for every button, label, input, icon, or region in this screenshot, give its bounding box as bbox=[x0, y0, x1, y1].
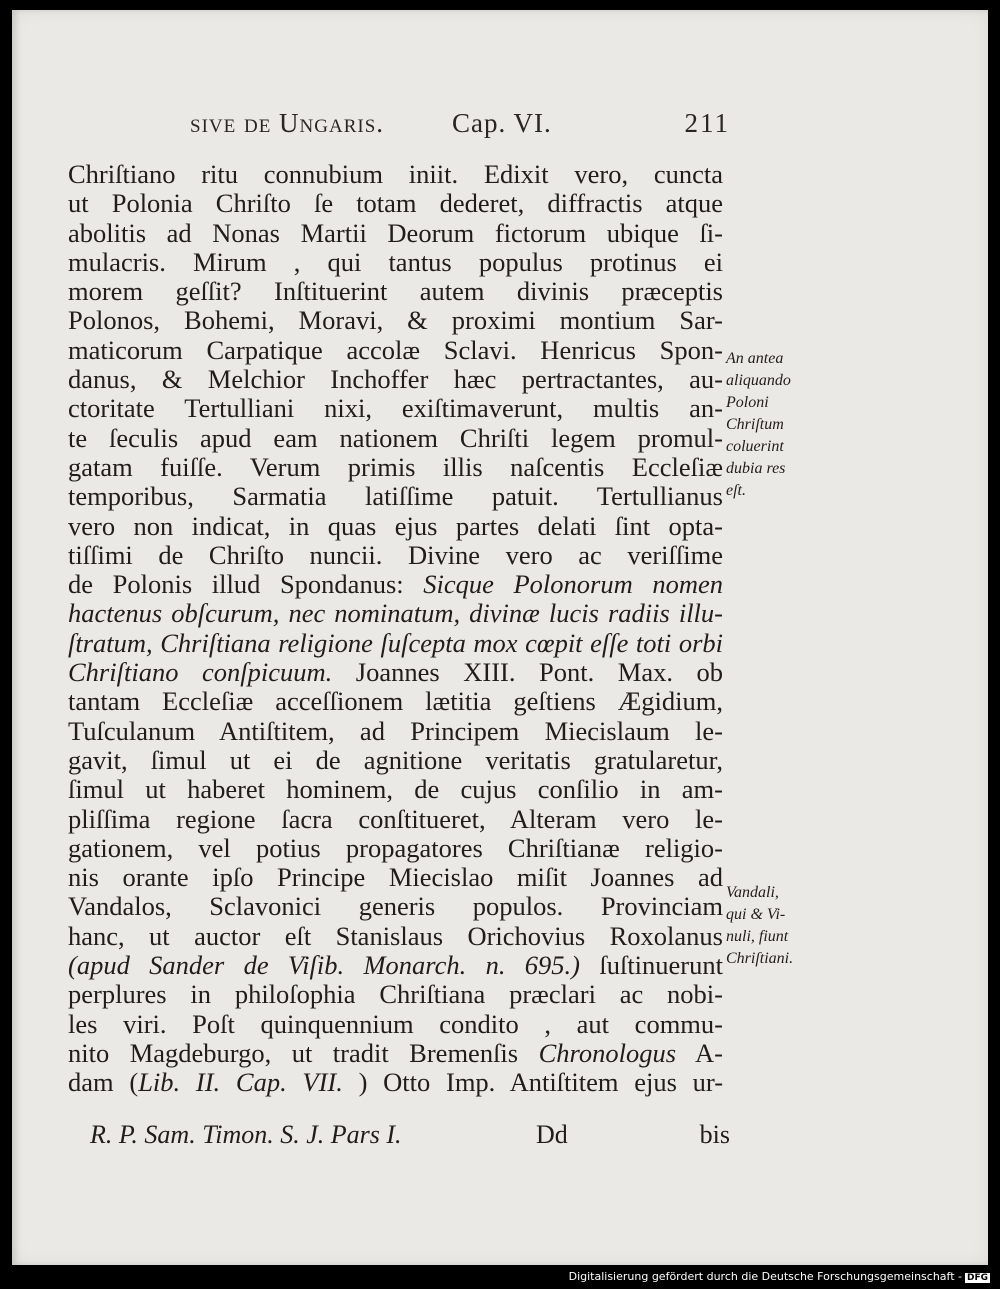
text-span: dam ( bbox=[68, 1067, 139, 1098]
margin-line: Chriſtiani. bbox=[726, 950, 794, 967]
margin-note-1 bbox=[726, 348, 791, 502]
text-line: ut Polonia Chriſto ſe totam dederet, diffractis atque bbox=[68, 188, 723, 219]
page-number: 211 bbox=[684, 108, 730, 138]
running-header bbox=[190, 108, 730, 148]
text-line: mulacris. Mirum , qui tantus populus protinus ei bbox=[68, 246, 723, 277]
after-citation: ſuſtinuerunt bbox=[599, 950, 723, 981]
main-text bbox=[68, 160, 723, 1098]
quote-start: Sicque Polonorum nomen bbox=[423, 569, 723, 600]
quote-line: ſtratum, Chriſtiana religione ſuſcepta mox cœpit eſſe toti orbi bbox=[68, 627, 723, 658]
text-line: gatam fuiſſe. Verum primis illis naſcentis Eccleſiæ bbox=[68, 451, 723, 482]
text-line: hanc, ut auctor eſt Stanislaus Orichovius Roxolanus bbox=[68, 920, 723, 951]
margin-line: eſt. bbox=[726, 482, 746, 499]
text-span: ) Otto Imp. Antiſtitem ejus ur- bbox=[358, 1067, 724, 1098]
margin-note-2 bbox=[726, 882, 793, 970]
text-line: temporibus, Sarmatia latiſſime patuit. Tertullianus bbox=[68, 481, 723, 512]
text-line: Tuſculanum Antiſtitem, ad Principem Miecislaum le- bbox=[68, 715, 723, 746]
text-line-quote-end bbox=[68, 658, 723, 687]
text-span: nito Magdeburgo, ut tradit Bremenſis bbox=[68, 1037, 519, 1068]
line-end: A- bbox=[695, 1037, 723, 1068]
text-line: abolitis ad Nonas Martii Deorum fictorum ubique ſi- bbox=[68, 217, 723, 248]
margin-line: dubia res bbox=[726, 460, 786, 477]
margin-line: nuli, fiunt bbox=[726, 928, 789, 945]
text-line-reference bbox=[68, 1068, 723, 1097]
text-line-with-quote bbox=[68, 570, 723, 599]
text-line: Chriſtiano ritu connubium iniit. Edixit vero, cuncta bbox=[68, 159, 723, 189]
quote-end: Chriſtiano conſpicuum. bbox=[68, 657, 333, 688]
digitization-credit bbox=[569, 1270, 990, 1283]
book-page bbox=[12, 10, 988, 1265]
margin-line: qui & Vi- bbox=[726, 906, 786, 923]
text-line: te ſeculis apud eam nationem Chriſti legem promul- bbox=[68, 422, 723, 453]
text-line: perplures in philoſophia Chriſtiana præclari ac nobi- bbox=[68, 979, 723, 1010]
text-line: danus, & Melchior Inchoffer hæc pertractantes, au- bbox=[68, 364, 723, 395]
margin-line: Vandali, bbox=[726, 884, 779, 901]
text-line: morem geſſit? Inſtituerint autem divinis præceptis bbox=[68, 276, 723, 307]
page-footer bbox=[90, 1120, 730, 1156]
text-line: vero non indicat, in quas ejus partes delati ſint opta- bbox=[68, 510, 723, 541]
citation: (apud Sander de Viſib. Monarch. n. 695.) bbox=[68, 950, 580, 981]
text-line: maticorum Carpatique accolæ Sclavi. Henricus Spon- bbox=[68, 334, 723, 365]
text-line: Polonos, Bohemi, Moravi, & proximi montium Sar- bbox=[68, 305, 723, 336]
chronologus: Chronologus bbox=[538, 1037, 677, 1068]
dfg-logo: DFG bbox=[966, 1273, 988, 1283]
text-line: pliſſima regione ſacra conſtitueret, Alteram vero le- bbox=[68, 803, 723, 834]
book-reference: Lib. II. Cap. VII. bbox=[138, 1067, 343, 1098]
text-line: nis orante ipſo Principe Miecislao miſit Joannes ad bbox=[68, 862, 723, 893]
quote-line: hactenus obſcurum, nec nominatum, divinæ lucis radiis illu- bbox=[68, 598, 723, 629]
text-line: ctoritate Tertulliani nixi, exiſtimaverunt, multis an- bbox=[68, 393, 723, 424]
sheet-mark: Dd bbox=[536, 1120, 568, 1149]
text-line: Vandalos, Sclavonici generis populos. Provinciam bbox=[68, 891, 723, 922]
text-line-chronologus bbox=[68, 1039, 723, 1068]
credit-text: Digitalisierung gefördert durch die Deutsche Forschungsgemeinschaft - bbox=[568, 1270, 962, 1283]
margin-line: Chriſtum bbox=[726, 416, 784, 433]
catchword: bis bbox=[699, 1120, 730, 1149]
chapter-label: Cap. VI. bbox=[452, 108, 552, 138]
signature-line: R. P. Sam. Timon. S. J. Pars I. bbox=[90, 1120, 402, 1149]
quote-intro: de Polonis illud Spondanus: bbox=[68, 569, 404, 600]
margin-line: An antea bbox=[726, 350, 784, 367]
margin-line: Poloni bbox=[726, 394, 769, 411]
text-line: ſimul ut haberet hominem, de cujus conſilio in am- bbox=[68, 774, 723, 805]
margin-line: coluerint bbox=[726, 438, 784, 455]
text-line: les viri. Poſt quinquennium condito , aut commu- bbox=[68, 1008, 723, 1039]
text-line: gavit, ſimul ut ei de agnitione veritatis gratularetur, bbox=[68, 744, 723, 775]
text-line: tiſſimi de Chriſto nuncii. Divine vero ac veriſſime bbox=[68, 539, 723, 570]
margin-line: aliquando bbox=[726, 372, 791, 389]
text-line: gationem, vel potius propagatores Chriſtianæ religio- bbox=[68, 832, 723, 863]
text-line: tantam Eccleſiæ acceſſionem lætitia geſtiens Ægidium, bbox=[68, 686, 723, 717]
after-quote: Joannes XIII. Pont. Max. ob bbox=[355, 657, 724, 688]
text-line-citation bbox=[68, 951, 723, 980]
running-title: sive de Ungaris. bbox=[190, 108, 385, 138]
